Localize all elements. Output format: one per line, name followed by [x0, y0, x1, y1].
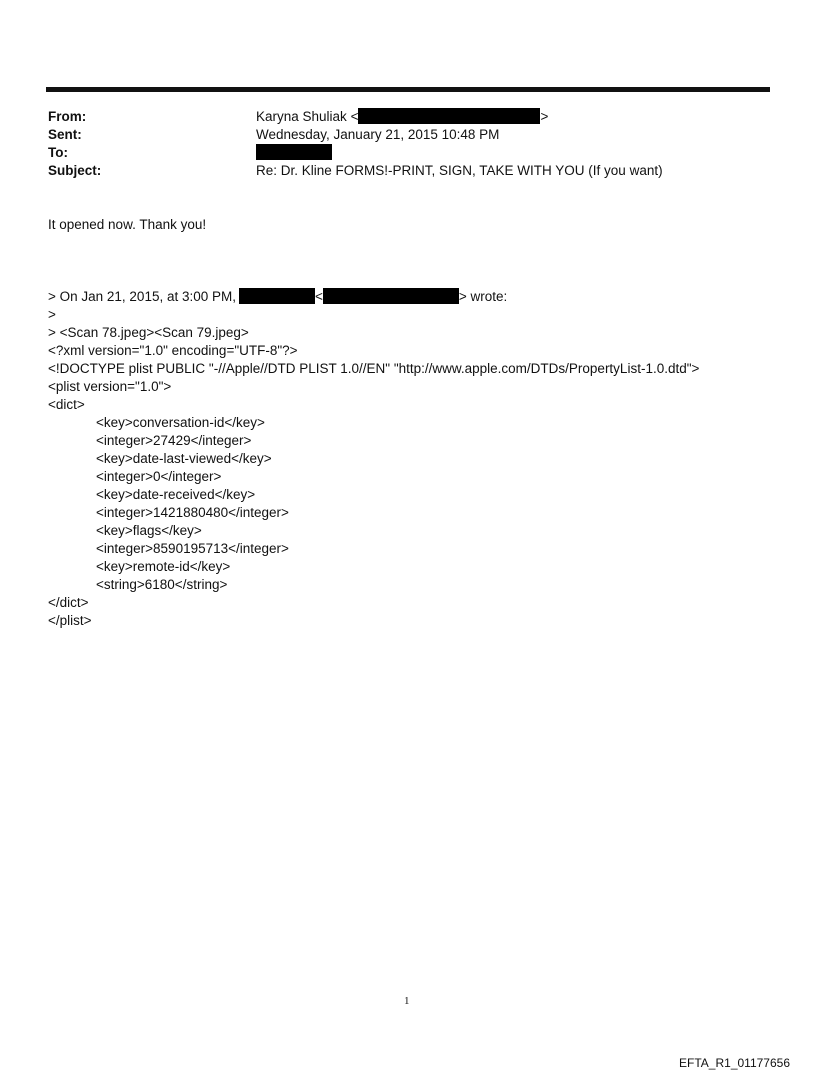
dict-line: <key>flags</key>	[96, 523, 202, 538]
subject-label: Subject:	[48, 163, 102, 178]
dict-line: <key>date-received</key>	[96, 487, 256, 502]
xml-line: <dict>	[48, 397, 85, 412]
bates-number: EFTA_R1_01177656	[679, 1056, 790, 1070]
to-label: To:	[48, 145, 68, 160]
quote-open-bracket: <	[315, 289, 323, 304]
to-value	[256, 144, 332, 162]
from-open-bracket: <	[350, 109, 359, 124]
redaction-box	[256, 144, 332, 160]
reply-text: It opened now. Thank you!	[48, 217, 207, 232]
dict-line: <integer>8590195713</integer>	[96, 541, 289, 556]
redaction-box	[239, 288, 315, 304]
quote-blank-line: >	[48, 307, 56, 322]
header-rule	[46, 87, 770, 92]
quote-prefix: > On Jan 21, 2015, at 3:00 PM,	[48, 289, 236, 304]
xml-line: <!DOCTYPE plist PUBLIC "-//Apple//DTD PLIST 1.0//EN" "http://www.apple.com/DTDs/PropertyList-1.0.dtd">	[48, 361, 700, 376]
dict-line: <integer>1421880480</integer>	[96, 505, 289, 520]
from-close-bracket: >	[540, 109, 549, 124]
quote-header	[48, 288, 507, 306]
quote-suffix: > wrote:	[458, 289, 508, 304]
redaction-box	[358, 108, 540, 124]
page-number: 1	[404, 995, 410, 1007]
dict-line: <key>remote-id</key>	[96, 559, 231, 574]
from-name: Karyna Shuliak	[256, 109, 347, 124]
dict-line: <key>conversation-id</key>	[96, 415, 265, 430]
closing-line: </plist>	[48, 613, 92, 628]
from-label: From:	[48, 109, 87, 124]
redaction-box	[323, 288, 459, 304]
dict-line: <integer>0</integer>	[96, 469, 222, 484]
xml-line: <?xml version="1.0" encoding="UTF-8"?>	[48, 343, 298, 358]
xml-line: <plist version="1.0">	[48, 379, 172, 394]
dict-line: <integer>27429</integer>	[96, 433, 252, 448]
quote-scans-line: > <Scan 78.jpeg><Scan 79.jpeg>	[48, 325, 249, 340]
dict-line: <key>date-last-viewed</key>	[96, 451, 272, 466]
closing-line: </dict>	[48, 595, 89, 610]
sent-value: Wednesday, January 21, 2015 10:48 PM	[256, 127, 500, 142]
from-value	[256, 108, 548, 126]
subject-value: Re: Dr. Kline FORMS!-PRINT, SIGN, TAKE WITH YOU (If you want)	[256, 163, 663, 178]
sent-label: Sent:	[48, 127, 82, 142]
dict-line: <string>6180</string>	[96, 577, 228, 592]
